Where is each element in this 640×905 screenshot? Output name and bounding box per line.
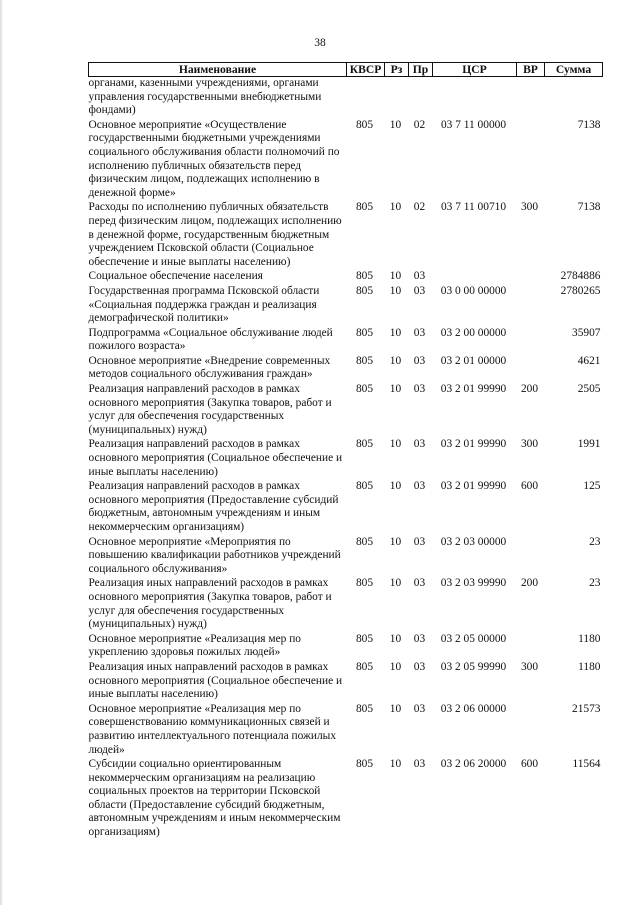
cell-vr: 300 <box>520 201 539 214</box>
cell-name: Реализация направлений расходов в рамках основного мероприятия (Закупка товаров, работ и услуг для обеспечения государственных (муниципальных) нужд) <box>88 383 332 436</box>
cell-rz: 10 <box>389 354 402 367</box>
cell-pr: 03 <box>413 480 426 493</box>
cell-name: Основное мероприятие «Внедрение современных методов социального обслуживания граждан» <box>88 354 331 381</box>
cell-pr: 02 <box>413 118 426 131</box>
cell-name: Реализация иных направлений расходов в рамках основного мероприятия (Социальное обеспечение и иные выплаты населению) <box>88 660 343 701</box>
cell-csr <box>433 270 517 285</box>
cell-rz: 10 <box>389 632 402 645</box>
cell-csr: 03 7 11 00000 <box>440 118 507 131</box>
cell-kvsr: 805 <box>355 535 374 548</box>
table-row <box>89 355 603 383</box>
table-body <box>89 77 603 841</box>
cell-vr: 300 <box>520 438 539 451</box>
cell-rz: 10 <box>389 535 402 548</box>
cell-sum: 7138 <box>577 201 601 214</box>
cell-kvsr: 805 <box>355 758 374 771</box>
header-sum: Сумма <box>545 63 603 77</box>
cell-rz: 10 <box>389 577 402 590</box>
cell-pr: 03 <box>413 438 426 451</box>
cell-vr <box>517 270 545 285</box>
header-pr: Пр <box>409 63 433 77</box>
cell-kvsr: 805 <box>355 118 374 131</box>
cell-pr: 03 <box>413 354 426 367</box>
table-row <box>89 633 603 661</box>
table-row <box>89 536 603 578</box>
cell-pr: 03 <box>413 326 426 339</box>
cell-csr: 03 2 01 99990 <box>440 383 507 396</box>
cell-name: органами, казенными учреждениями, органами управления государственными внебюджетными фондами) <box>88 77 322 117</box>
cell-csr: 03 7 11 00710 <box>440 201 507 214</box>
cell-name: Основное мероприятие «Реализация мер по совершенствованию коммуникационных связей и развитию интеллектуального потенциала пожилых людей» <box>88 702 337 756</box>
cell-name: Государственная программа Псковской области «Социальная поддержка граждан и реализация демографической политики» <box>88 284 320 325</box>
table-row <box>89 327 603 355</box>
cell-pr: 03 <box>413 660 426 673</box>
cell-csr: 03 2 03 00000 <box>440 535 507 548</box>
cell-vr: 200 <box>520 577 539 590</box>
cell-pr: 03 <box>413 270 426 283</box>
cell-pr: 03 <box>413 577 426 590</box>
cell-vr <box>517 327 545 355</box>
cell-vr <box>517 703 545 758</box>
cell-kvsr: 805 <box>355 480 374 493</box>
cell-vr: 600 <box>520 758 539 771</box>
table-row <box>89 285 603 327</box>
cell-sum: 4621 <box>577 354 601 367</box>
table-row <box>89 480 603 535</box>
table-row <box>89 703 603 758</box>
cell-vr <box>517 633 545 661</box>
table-row <box>89 758 603 841</box>
table-row <box>89 119 603 202</box>
cell-sum: 35907 <box>572 326 601 339</box>
cell-csr: 03 2 03 99990 <box>440 577 507 590</box>
cell-name: Основное мероприятие «Мероприятия по повышению квалификации работников учреждений социального обслуживания» <box>88 535 341 575</box>
cell-name: Реализация направлений расходов в рамках основного мероприятия (Социальное обеспечение и иные выплаты населению) <box>88 438 343 478</box>
cell-pr: 03 <box>413 702 426 715</box>
cell-name: Социальное обеспечение населения <box>88 270 263 283</box>
cell-sum: 1180 <box>578 632 601 645</box>
cell-csr: 03 2 01 00000 <box>440 354 507 367</box>
cell-rz: 10 <box>389 383 402 396</box>
cell-sum: 23 <box>589 535 601 548</box>
cell-name: Субсидии социально ориентированным некоммерческим организациям на реализацию социальных проектов на территории Псковской области (Предоставление субсидий бюджетным, автономным учреждениям и иным некоммерческим организациям) <box>88 758 341 839</box>
cell-pr: 03 <box>413 632 426 645</box>
table-row <box>89 661 603 703</box>
cell-vr: 300 <box>520 660 539 673</box>
cell-rz: 10 <box>389 702 402 715</box>
cell-sum: 2780265 <box>560 284 601 297</box>
cell-rz: 10 <box>389 758 402 771</box>
cell-csr: 03 2 00 00000 <box>440 326 507 339</box>
cell-kvsr: 805 <box>355 326 374 339</box>
cell-kvsr <box>347 77 385 119</box>
cell-pr: 03 <box>413 535 426 548</box>
cell-sum: 1180 <box>578 660 601 673</box>
cell-name: Основное мероприятие «Осуществление государственными бюджетными учреждениями социального обслуживания области полномочий по исполнению публичных обязательств перед физическим лицом, подлежащих исполнению в денежной форме» <box>88 118 340 199</box>
cell-sum: 11564 <box>572 758 601 771</box>
table-row <box>89 201 603 270</box>
cell-kvsr: 805 <box>355 201 374 214</box>
cell-pr: 03 <box>413 758 426 771</box>
cell-csr: 03 2 06 00000 <box>440 702 507 715</box>
cell-kvsr: 805 <box>355 438 374 451</box>
cell-csr: 03 2 05 00000 <box>440 632 507 645</box>
cell-kvsr: 805 <box>355 660 374 673</box>
table-row <box>89 577 603 632</box>
cell-sum: 23 <box>589 577 601 590</box>
cell-csr: 03 0 00 00000 <box>440 284 507 297</box>
cell-name: Расходы по исполнению публичных обязательств перед физическим лицом, подлежащих исполнению в денежной форме, государственным бюджетным учреждением Псковской области (Социальное обеспечение и иные выплаты населению) <box>88 201 342 268</box>
cell-csr <box>433 77 517 119</box>
table-row <box>89 438 603 480</box>
cell-sum: 2505 <box>577 383 601 396</box>
header-kvsr: КВСР <box>347 63 385 77</box>
cell-kvsr: 805 <box>355 702 374 715</box>
cell-vr <box>517 355 545 383</box>
cell-kvsr: 805 <box>355 383 374 396</box>
cell-csr: 03 2 06 20000 <box>440 758 507 771</box>
cell-kvsr: 805 <box>355 632 374 645</box>
cell-rz <box>385 77 409 119</box>
cell-sum: 2784886 <box>560 270 601 283</box>
cell-vr <box>517 285 545 327</box>
header-row <box>89 63 603 77</box>
table-row <box>89 77 603 119</box>
header-rz: Рз <box>385 63 409 77</box>
header-name: Наименование <box>89 63 347 77</box>
header-vr: ВР <box>517 63 545 77</box>
cell-rz: 10 <box>389 326 402 339</box>
cell-rz: 10 <box>389 201 402 214</box>
cell-rz: 10 <box>389 284 402 297</box>
cell-sum: 7138 <box>577 118 601 131</box>
cell-pr: 03 <box>413 383 426 396</box>
cell-rz: 10 <box>389 660 402 673</box>
cell-name: Подпрограмма «Социальное обслуживание людей пожилого возраста» <box>88 326 333 353</box>
cell-pr: 03 <box>413 284 426 297</box>
cell-vr: 600 <box>520 480 539 493</box>
cell-sum: 125 <box>583 480 601 493</box>
cell-rz: 10 <box>389 480 402 493</box>
cell-csr: 03 2 05 99990 <box>440 660 507 673</box>
cell-csr: 03 2 01 99990 <box>440 438 507 451</box>
cell-vr <box>517 77 545 119</box>
cell-name: Реализация иных направлений расходов в рамках основного мероприятия (Закупка товаров, работ и услуг для обеспечения государственных (муниципальных) нужд) <box>88 577 332 631</box>
cell-kvsr: 805 <box>355 284 374 297</box>
cell-rz: 10 <box>389 438 402 451</box>
cell-rz: 10 <box>389 118 402 131</box>
cell-sum: 1991 <box>577 438 601 451</box>
cell-kvsr: 805 <box>355 354 374 367</box>
budget-table <box>88 62 603 841</box>
page-number: 38 <box>314 37 326 49</box>
cell-csr: 03 2 01 99990 <box>440 480 507 493</box>
scan-edge <box>0 0 3 905</box>
table-row <box>89 383 603 438</box>
cell-kvsr: 805 <box>355 270 374 283</box>
table-row <box>89 270 603 285</box>
cell-sum <box>545 77 603 119</box>
header-csr: ЦСР <box>433 63 517 77</box>
cell-pr: 02 <box>413 201 426 214</box>
cell-name: Реализация направлений расходов в рамках основного мероприятия (Предоставление субсидий бюджетным, автономным учреждениям и иным некоммерческим организациям) <box>88 480 339 533</box>
cell-vr <box>517 119 545 202</box>
cell-name: Основное мероприятие «Реализация мер по укреплению здоровья пожилых людей» <box>88 632 301 659</box>
cell-vr: 200 <box>520 383 539 396</box>
cell-sum: 21573 <box>572 702 601 715</box>
cell-kvsr: 805 <box>355 577 374 590</box>
cell-vr <box>517 536 545 578</box>
table-header <box>89 63 603 77</box>
cell-rz: 10 <box>389 270 402 283</box>
cell-pr <box>409 77 433 119</box>
